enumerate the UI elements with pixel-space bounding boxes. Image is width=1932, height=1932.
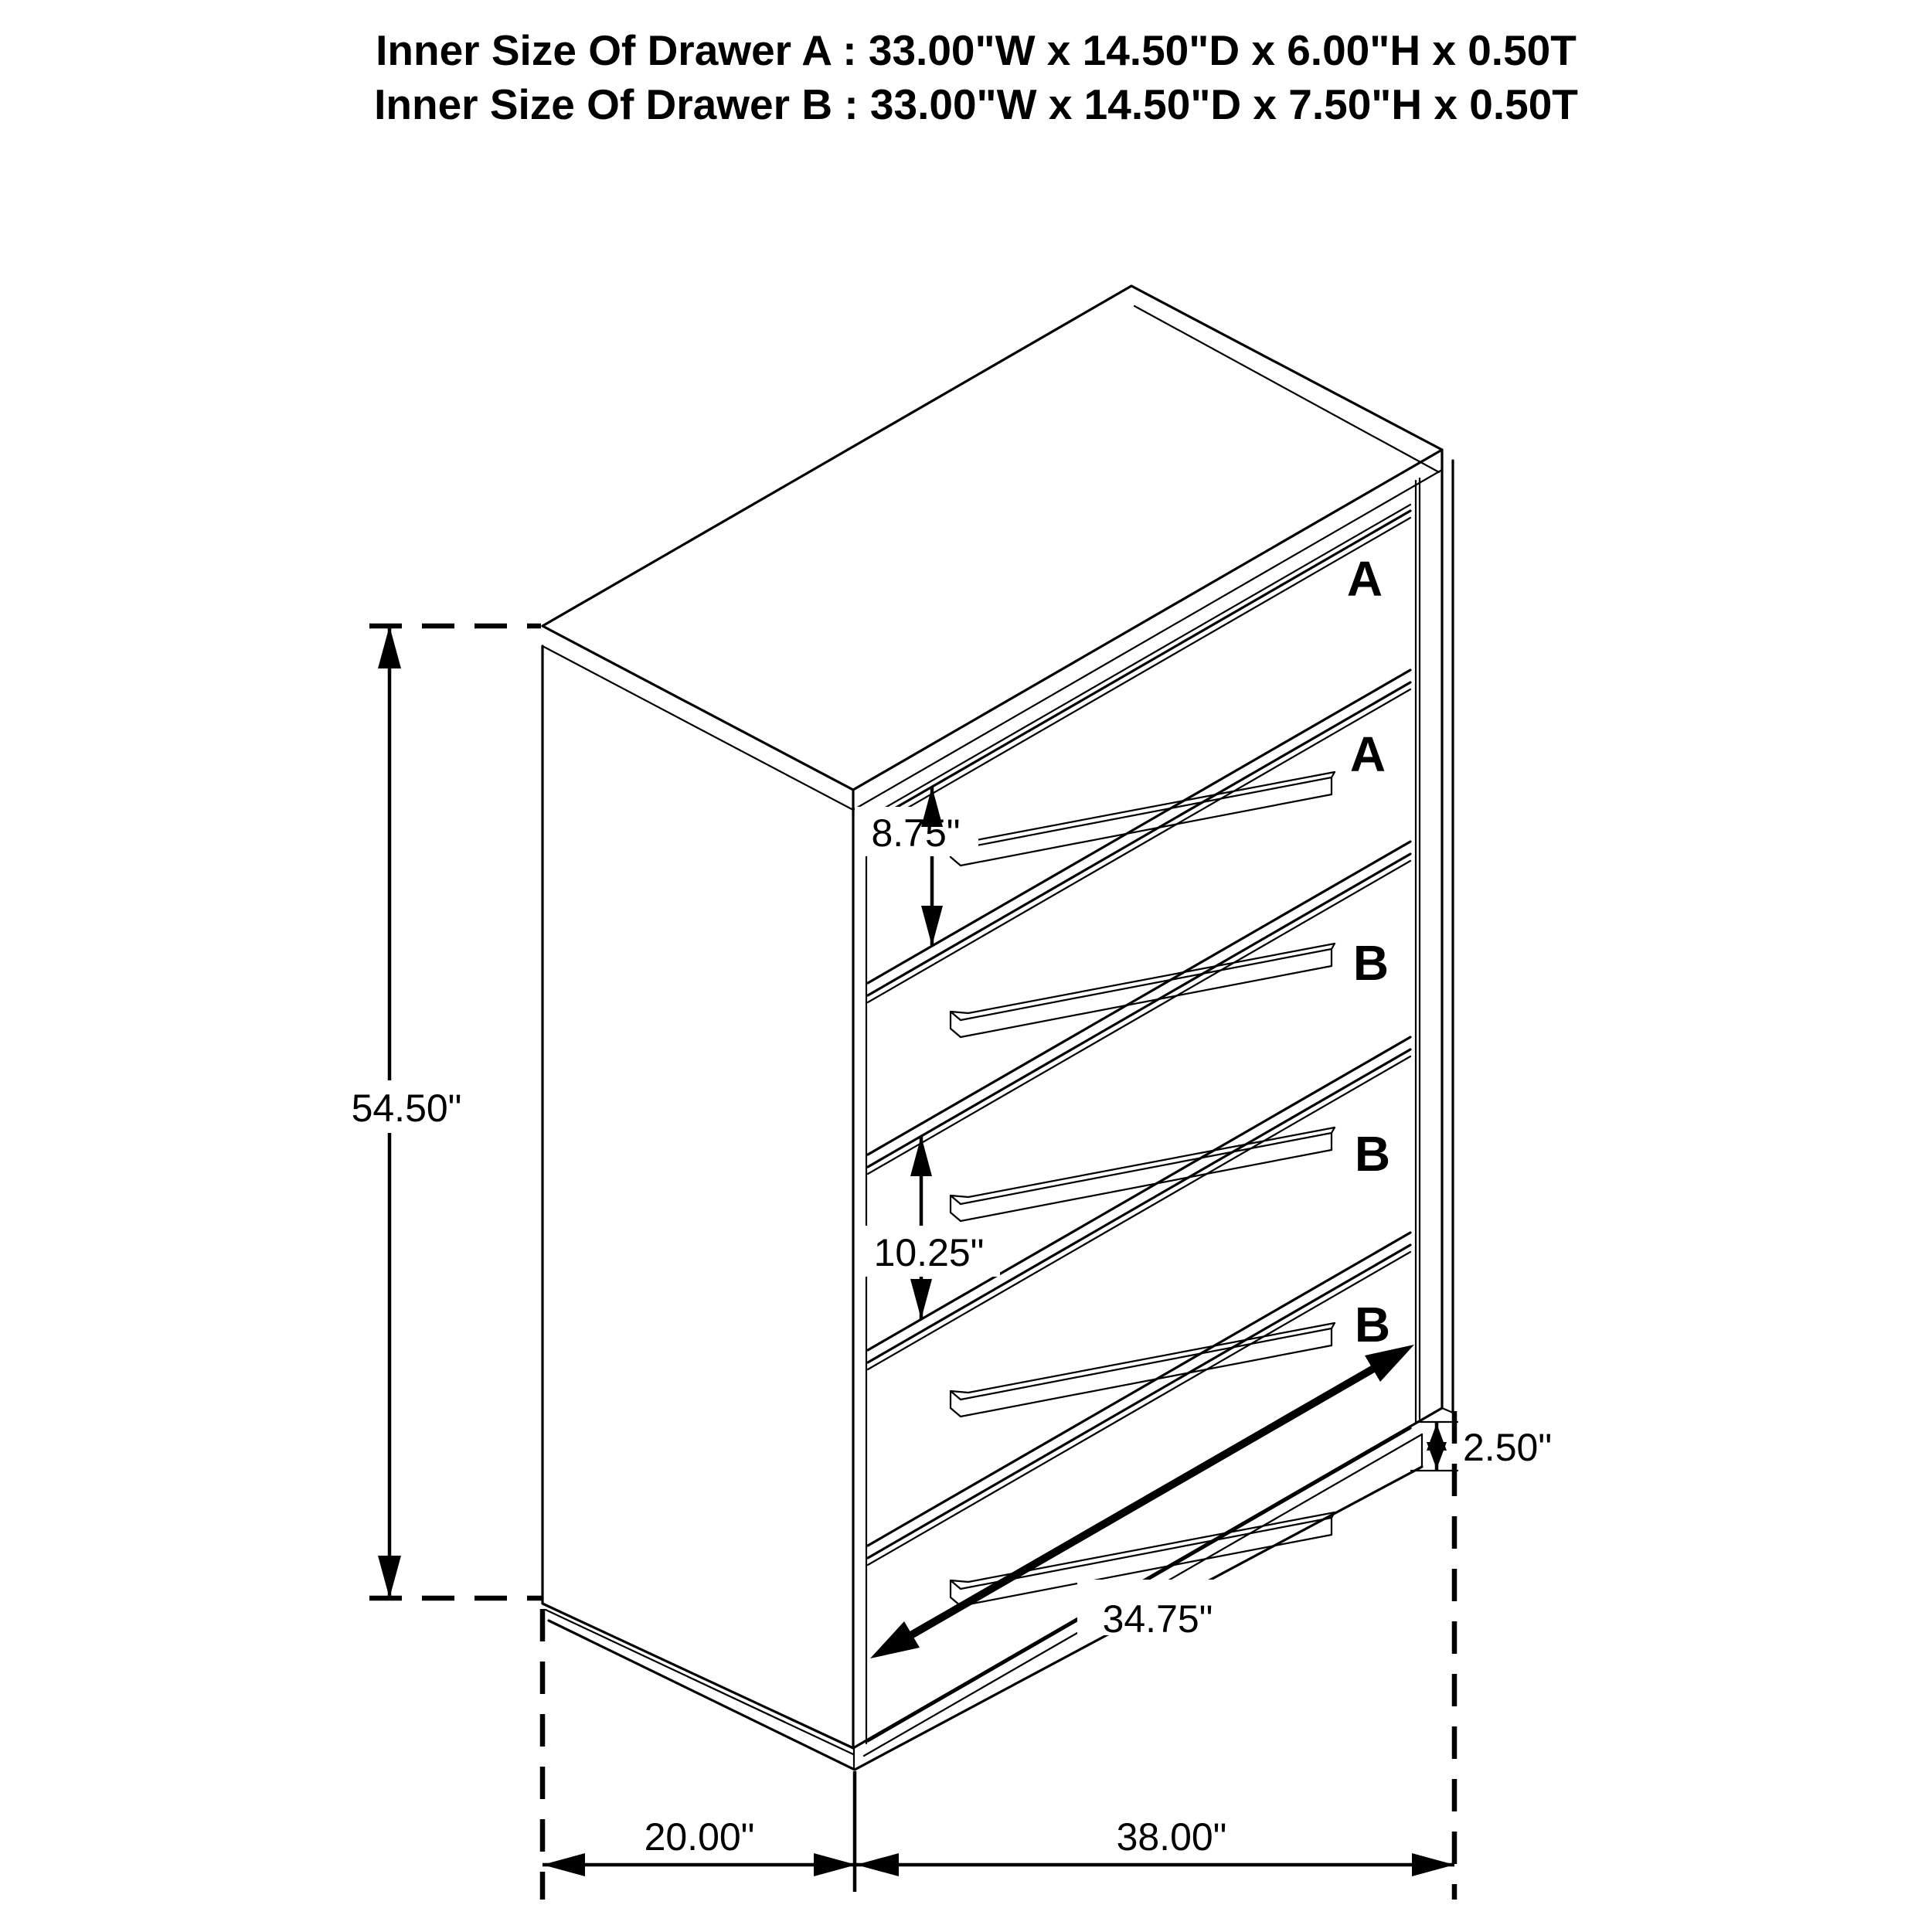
drawer4-label: B: [1354, 1126, 1391, 1182]
base-height-label: 2.50": [1463, 1426, 1553, 1469]
drawer4-top2: [868, 1056, 1410, 1369]
drawer2-label: A: [1349, 726, 1386, 782]
drawer-fronts: [868, 511, 1410, 1741]
drawer4-top: [868, 1049, 1410, 1362]
drawer1-top2: [868, 518, 1410, 831]
dim-drawer-b-height: [856, 1136, 1000, 1319]
drawer3-bottom: [868, 1037, 1410, 1350]
side-bottom-thickness: [546, 1610, 853, 1754]
drawer-labels: [1347, 551, 1390, 1352]
drawer4-bottom: [868, 1233, 1410, 1546]
top-slab-edge-right: [1134, 306, 1439, 472]
drawer1-label: A: [1346, 551, 1383, 607]
drawer-a-height-label: 8.75": [871, 811, 961, 855]
drawer-width-label: 34.75": [1102, 1597, 1213, 1641]
width-label: 38.00": [1116, 1815, 1227, 1859]
drawer5-top: [868, 1245, 1410, 1558]
title-line1: Inner Size Of Drawer A : 33.00"W x 14.50"D x 6.00"H x 0.50T: [376, 26, 1577, 74]
dim-base-height: [1411, 1422, 1552, 1471]
plinth-bottom-side: [549, 1621, 855, 1770]
bottom-right-sliver: [1442, 1408, 1453, 1413]
drawer3-label: B: [1352, 935, 1389, 991]
title-block: [374, 26, 1578, 128]
top-face: [543, 286, 1442, 790]
drawer3-handle-icon: [951, 1128, 1335, 1221]
dim-overall-height: [325, 626, 488, 1598]
depth-label: 20.00": [644, 1815, 755, 1859]
opening-top-line: [868, 505, 1410, 818]
dim-drawer-a-height: [855, 787, 978, 946]
dim-depth: [543, 1815, 856, 1876]
drawer3-top2: [868, 861, 1410, 1174]
drawer3-top: [868, 854, 1410, 1167]
bottom-front-edge: [853, 1408, 1442, 1748]
drawer-b-height-label: 10.25": [873, 1231, 985, 1274]
drawer2-handle-icon: [951, 944, 1335, 1037]
drawer1-top: [868, 511, 1410, 824]
cabinet-outline: [543, 286, 1453, 1748]
drawer4-handle-icon: [951, 1323, 1335, 1417]
overall-height-label: 54.50": [351, 1087, 462, 1130]
title-line2: Inner Size Of Drawer B : 33.00"W x 14.50"D x 7.50"H x 0.50T: [374, 80, 1578, 128]
drawer2-bottom: [868, 842, 1410, 1155]
drawer-handles: [951, 772, 1335, 1606]
side-panel: [543, 646, 853, 1748]
dim-width: [856, 1815, 1454, 1876]
drawer1-handle-icon: [951, 772, 1335, 866]
drawer5-label: B: [1354, 1297, 1391, 1352]
